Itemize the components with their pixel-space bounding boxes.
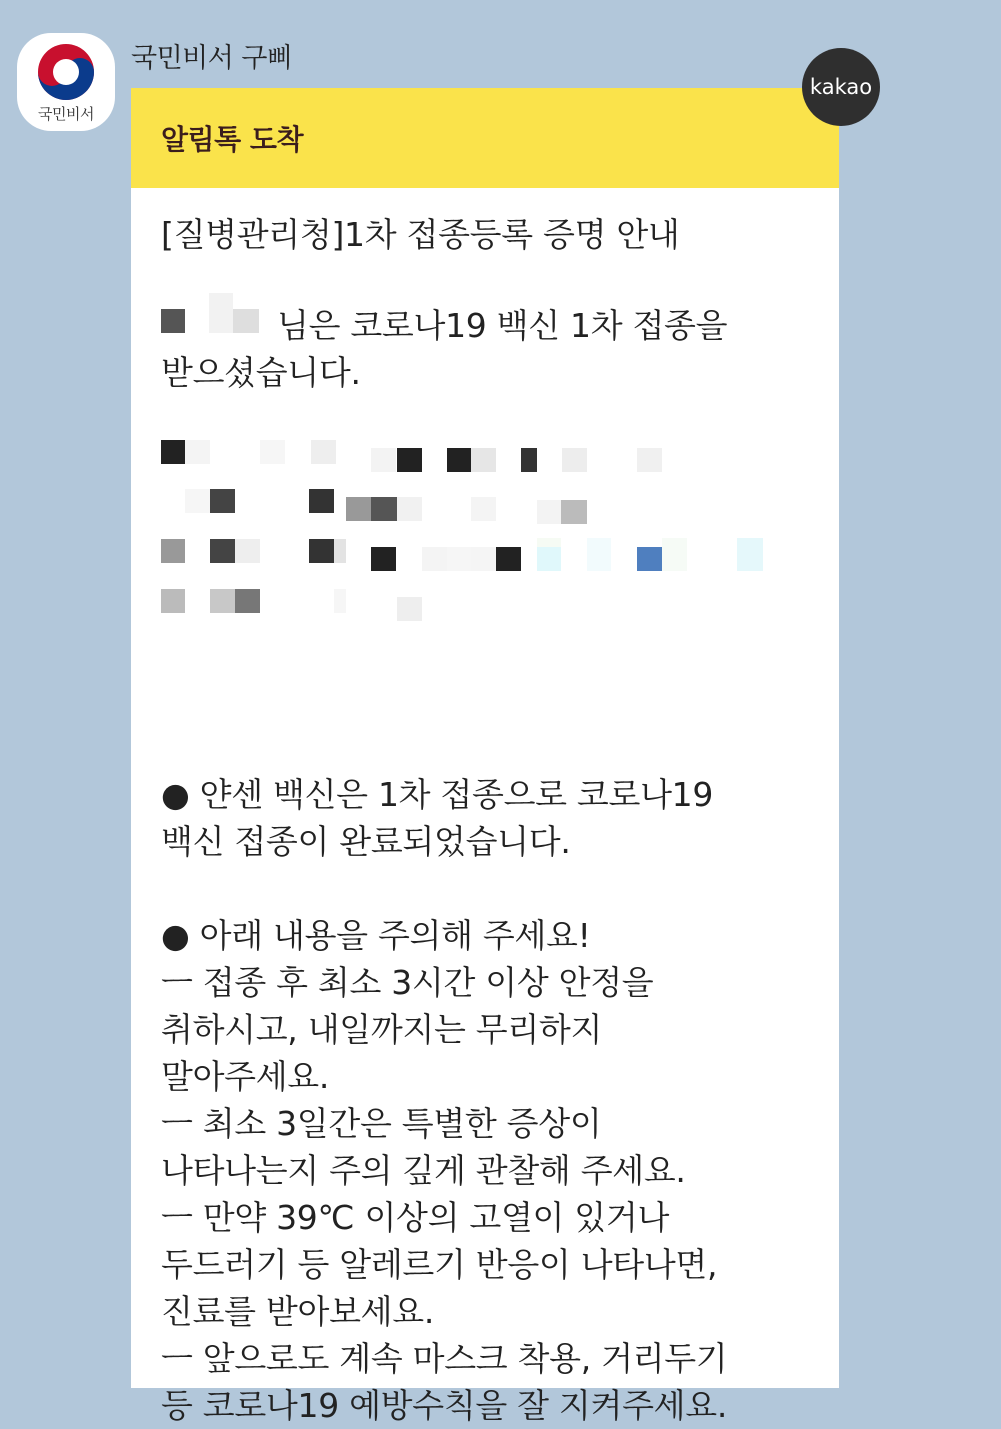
alimtalk-message-bubble — [131, 88, 839, 1425]
notice-line: 진료를 받아보세요. — [161, 1292, 435, 1331]
notice-line: ㅡ 앞으로도 계속 마스크 착용, 거리두기 — [161, 1339, 728, 1378]
notice-line: ● 아래 내용을 주의해 주세요! — [161, 916, 591, 955]
notice-line: 등 코로나19 예방수칙을 잘 지켜주세요. — [161, 1386, 728, 1425]
notice-line: 나타나는지 주의 깊게 관찰해 주세요. — [161, 1151, 686, 1190]
notice-line: ㅡ 접종 후 최소 3시간 이상 안정을 — [161, 963, 654, 1002]
sender-avatar[interactable] — [17, 33, 115, 131]
kakao-badge: kakao — [802, 48, 880, 126]
para1-line-1: ● 얀센 백신은 1차 접종으로 코로나19 — [161, 775, 714, 814]
sender-name: 국민비서 구삐 — [131, 43, 293, 74]
notice-line: ㅡ 최소 3일간은 특별한 증상이 — [161, 1104, 602, 1143]
notice-line: 말아주세요. — [161, 1057, 330, 1096]
notice-line: 두드러기 등 알레르기 반응이 나타나면, — [161, 1245, 718, 1284]
para1-line-2: 백신 접종이 완료되었습니다. — [161, 822, 571, 861]
message-header-title: 알림톡 도착 — [161, 123, 303, 156]
notice-line: 취하시고, 내일까지는 무리하지 — [161, 1010, 603, 1049]
avatar-label: 국민비서 — [38, 105, 94, 123]
message-header — [131, 88, 839, 188]
notice-line: ㅡ 만약 39℃ 이상의 고열이 있거나 — [161, 1198, 670, 1237]
greeting-line-2: 받으셨습니다. — [161, 353, 361, 392]
greeting-line-1: 님은 코로나19 백신 1차 접종을 — [277, 306, 728, 345]
message-title: [질병관리청]1차 접종등록 증명 안내 — [161, 215, 680, 254]
taegeuk-emblem-icon — [36, 42, 96, 102]
